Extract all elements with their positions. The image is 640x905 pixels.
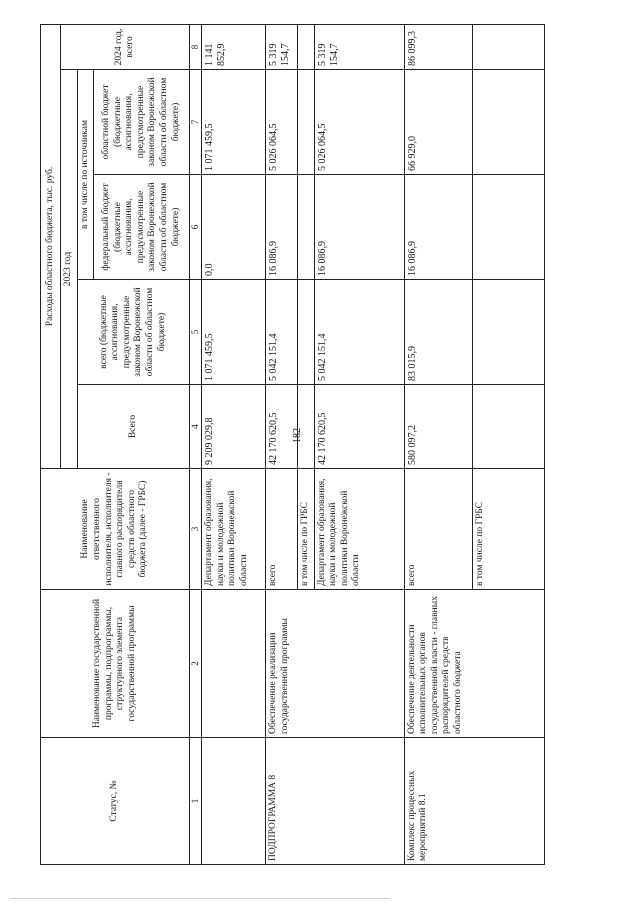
table-row (266, 24, 298, 864)
cell-regional: 1 071 459,5 (202, 70, 266, 175)
cell-regional: 5 026 064,5 (266, 70, 298, 175)
cell-regional (298, 70, 315, 175)
cell-name: Обеспечение реализации государственной программы (266, 590, 405, 738)
header-year-2023: 2023 год (61, 70, 78, 469)
column-number: 6 (190, 175, 202, 280)
table-row (404, 24, 472, 864)
cell-regional: 5 026 064,5 (314, 70, 404, 175)
column-number: 8 (190, 24, 202, 69)
column-number: 4 (190, 385, 202, 469)
table-row (202, 24, 266, 864)
cell-name: Обеспечение деятельности исполнительных органов государственной власти - главных распорядителей средств областного бюджета (404, 590, 544, 738)
cell-executor: Департамент образования, науки и молодежной политики Воронежской области (314, 469, 404, 590)
header-expenses: Расходы областного бюджета, тыс. руб. (41, 24, 61, 468)
scan-edge-line (10, 898, 390, 899)
cell-total (472, 385, 544, 469)
column-number: 1 (190, 738, 202, 865)
column-number: 3 (190, 469, 202, 590)
header-federal: федеральный бюджет (бюджетные ассигнования, предусмотренные законом Воронежской области об областном бюджете) (94, 175, 190, 280)
cell-total-regional: 1 071 459,5 (202, 280, 266, 385)
cell-total-regional: 5 042 151,4 (314, 280, 404, 385)
column-number: 7 (190, 70, 202, 175)
cell-2024: 1 141 852,9 (202, 24, 266, 69)
header-by-sources: в том числе по источникам (77, 70, 94, 280)
header-executor: Наименование ответственного исполнителя, исполнителя - главного распорядителя средств областного бюджета (далее - ГРБС) (41, 469, 190, 590)
cell-regional: 66 929,0 (404, 70, 472, 175)
cell-total: 42 170 620,5 (266, 385, 298, 469)
cell-total-regional: 5 042 151,4 (266, 280, 298, 385)
header-name: Наименование государственной программы, подпрограммы, структурного элемента государственной программы (41, 590, 190, 738)
cell-executor: в том числе по ГРБС (298, 469, 315, 590)
column-number: 2 (190, 590, 202, 738)
header-year-2024: 2024 год, всего (61, 24, 190, 69)
cell-total: 580 097,2 (404, 385, 472, 469)
cell-executor: всего (266, 469, 298, 590)
cell-total: 42 170 620,5 (314, 385, 404, 469)
cell-federal: 16 086,9 (404, 175, 472, 280)
cell-2024 (298, 24, 315, 69)
cell-regional (472, 70, 544, 175)
cell-total (298, 385, 315, 469)
cell-2024: 5 319 154,7 (314, 24, 404, 69)
cell-name (202, 590, 266, 738)
page-number: 182 (292, 428, 303, 443)
cell-total: 9 209 029,8 (202, 385, 266, 469)
cell-total-regional: 83 015,9 (404, 280, 472, 385)
rotated-table-page (40, 25, 545, 865)
cell-2024: 5 319 154,7 (266, 24, 298, 69)
cell-status: Комплекс процессных мероприятий 8.1 (404, 738, 544, 865)
cell-federal: 16 086,9 (266, 175, 298, 280)
cell-federal (472, 175, 544, 280)
cell-federal (298, 175, 315, 280)
cell-federal: 16 086,9 (314, 175, 404, 280)
header-status: Статус, № (41, 738, 190, 865)
cell-total-regional (298, 280, 315, 385)
cell-total-regional (472, 280, 544, 385)
cell-executor: в том числе по ГРБС (472, 469, 544, 590)
header-total-regional: всего (бюджетные ассигнования, предусмотренные законом Воронежской области об областном бюджете) (77, 280, 190, 385)
cell-2024 (472, 24, 544, 69)
cell-2024: 86 099,3 (404, 24, 472, 69)
cell-federal: 0,0 (202, 175, 266, 280)
header-regional: областной бюджет (бюджетные ассигнования, предусмотренные законом Воронежской области об областном бюджете) (94, 70, 190, 175)
budget-table (40, 24, 545, 865)
cell-executor: всего (404, 469, 472, 590)
header-total: Всего (77, 385, 190, 469)
column-number: 5 (190, 280, 202, 385)
cell-status (202, 738, 266, 865)
cell-status: ПОДПРОГРАММА 8 (266, 738, 405, 865)
cell-executor: Департамент образования, науки и молодежной политики Воронежской области (202, 469, 266, 590)
